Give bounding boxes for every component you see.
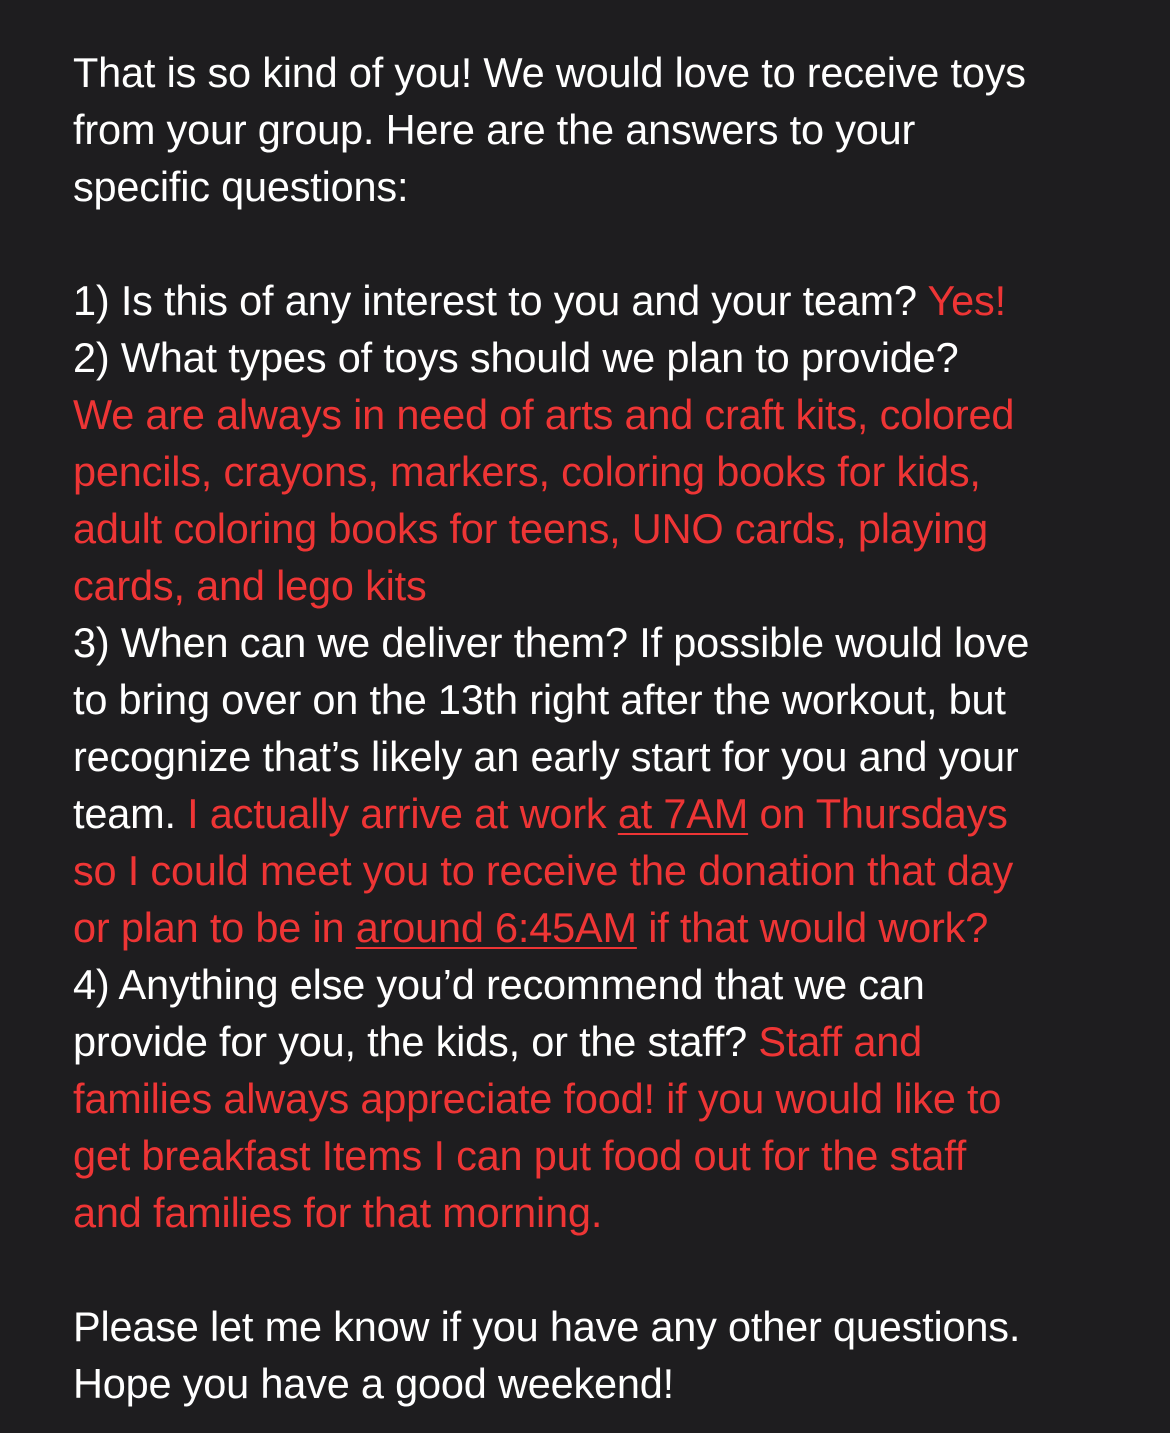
answer-2-line: adult coloring books for teens, UNO cards, playing: [73, 505, 988, 552]
time-link-645am[interactable]: around 6:45AM: [355, 904, 637, 951]
question-2: 2) What types of toys should we plan to provide?: [73, 334, 959, 381]
answer-3-mixed-line: [73, 899, 1133, 956]
intro-paragraph: [73, 44, 1133, 215]
answer-3-text: I actually arrive at work: [187, 790, 618, 837]
answer-3-text: if that would work?: [636, 904, 989, 951]
answer-3-text: or plan to be in: [73, 904, 356, 951]
intro-line: That is so kind of you! We would love to receive toys: [73, 49, 1026, 96]
intro-line: specific questions:: [73, 163, 409, 210]
answer-4-line: get breakfast Items I can put food out for the staff: [73, 1132, 967, 1179]
paragraph-spacer: [73, 1241, 1133, 1298]
qa-list: [73, 272, 1133, 1241]
time-link-7am[interactable]: at 7AM: [617, 790, 749, 837]
question-4-mixed-line: [73, 1013, 1133, 1070]
paragraph-spacer: [73, 215, 1133, 272]
answer-1: Yes!: [927, 277, 1006, 324]
answer-3-text: on Thursdays: [748, 790, 1008, 837]
question-1: [73, 272, 1133, 329]
answer-2-line: We are always in need of arts and craft kits, colored: [73, 391, 1015, 438]
question-3-line: to bring over on the 13th right after the workout, but: [73, 676, 1006, 723]
question-3-line: recognize that’s likely an early start for you and your: [73, 733, 1019, 780]
answer-4-line: and families for that morning.: [73, 1189, 603, 1236]
email-message-body: [73, 44, 1133, 1412]
closing-line: Hope you have a good weekend!: [73, 1360, 675, 1407]
question-4-text: provide for you, the kids, or the staff?: [73, 1018, 759, 1065]
answer-2-line: pencils, crayons, markers, coloring books for kids,: [73, 448, 981, 495]
closing-paragraph: [73, 1298, 1133, 1412]
closing-line: Please let me know if you have any other questions.: [73, 1303, 1021, 1350]
intro-line: from your group. Here are the answers to your: [73, 106, 916, 153]
question-4-line: 4) Anything else you’d recommend that we can: [73, 961, 925, 1008]
answer-4-text: Staff and: [758, 1018, 922, 1065]
answer-3-line: so I could meet you to receive the donation that day: [73, 847, 1014, 894]
answer-4-line: families always appreciate food! if you would like to: [73, 1075, 1002, 1122]
answer-2-line: cards, and lego kits: [73, 562, 427, 609]
question-3-line: 3) When can we deliver them? If possible would love: [73, 619, 1030, 666]
question-1-text: 1) Is this of any interest to you and your team?: [73, 277, 928, 324]
question-3-mixed-line: [73, 785, 1133, 842]
question-3-text: team.: [73, 790, 188, 837]
